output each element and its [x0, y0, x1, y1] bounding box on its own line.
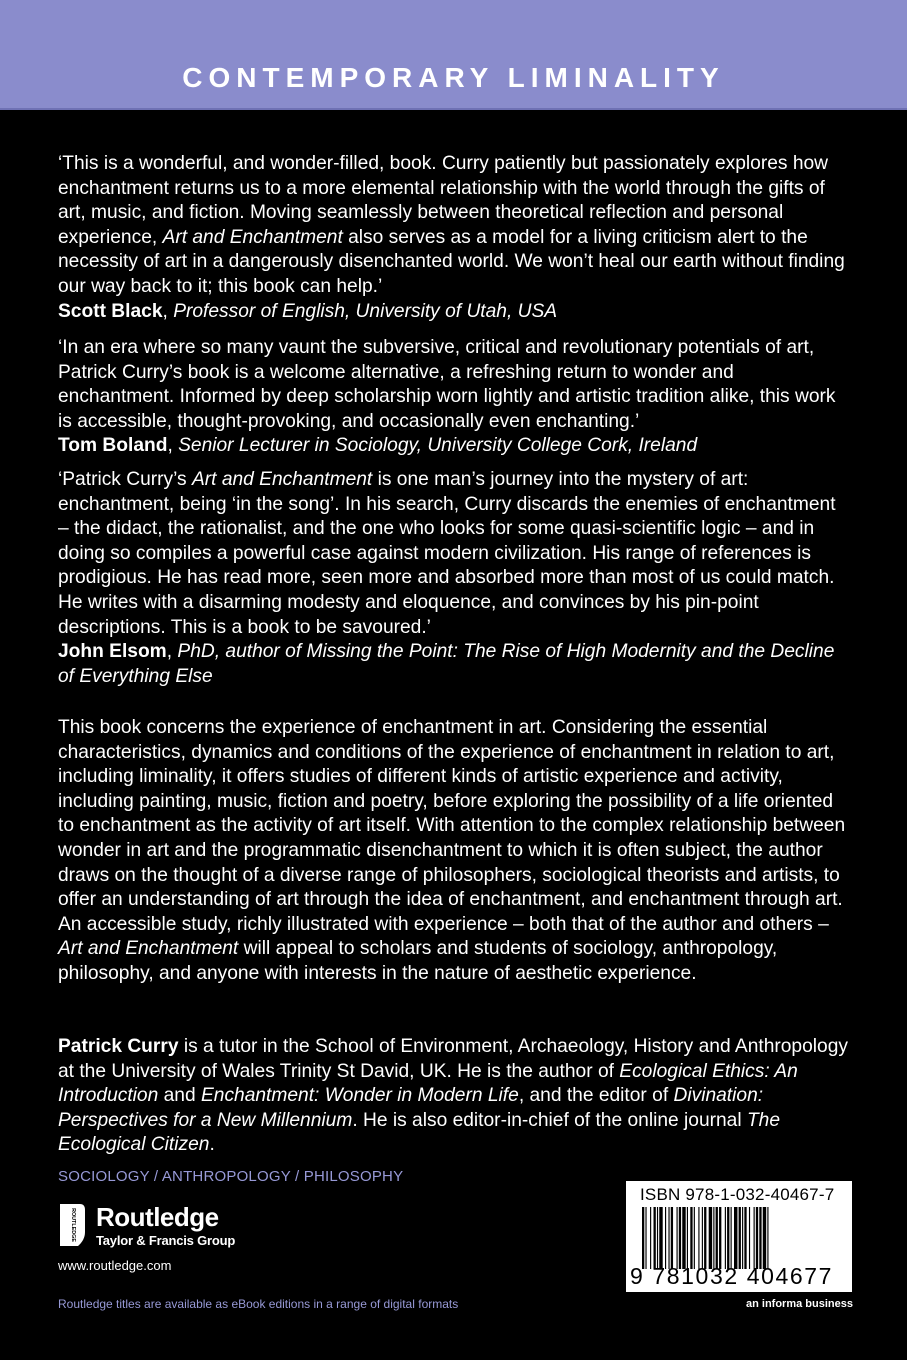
- text-run: and: [158, 1085, 201, 1107]
- text-run: , and the editor of: [518, 1085, 674, 1107]
- text-run: The Ecological Citizen: [58, 1109, 781, 1156]
- endorsement-2-author: Tom Boland: [58, 435, 168, 457]
- endorsement-2-affiliation: Senior Lecturer in Sociology, University College Cork, Ireland: [178, 435, 698, 457]
- text-run: Ecological Ethics: An Introduction: [58, 1060, 798, 1107]
- endorsement-2-attribution: Tom Boland, Senior Lecturer in Sociology, University College Cork, Ireland: [58, 435, 698, 457]
- barcode-bars: [640, 1207, 840, 1269]
- endorsement-1: [58, 152, 850, 324]
- text-run: Enchantment: Wonder in Modern Life: [200, 1085, 519, 1107]
- endorsement-1-affiliation: Professor of English, University of Utah, USA: [173, 300, 558, 322]
- publisher-website[interactable]: www.routledge.com: [58, 1258, 172, 1273]
- routledge-logo-icon: [58, 1202, 86, 1248]
- series-title: CONTEMPORARY LIMINALITY: [182, 62, 725, 93]
- endorsement-3-text: [58, 468, 850, 640]
- series-banner: [0, 0, 907, 110]
- logo-mark-text: ROUTLEDGE: [70, 1208, 76, 1242]
- endorsement-2: [58, 336, 850, 459]
- text-run: Art and Enchantment: [58, 938, 239, 960]
- endorsement-3-affiliation: PhD, author of Missing the Point: The Rise of High Modernity and the Decline of Everything Else: [58, 641, 835, 687]
- publisher-name: Routledge: [96, 1202, 219, 1232]
- text-run: Art and Enchantment: [191, 469, 373, 490]
- text-run: is a tutor in the School of Environment, Archaeology, History and Anthropology at the University of Wales Trinity St David, UK. He is the author of: [58, 1036, 848, 1082]
- text-run: will appeal to scholars and students of sociology, anthropology, philosophy, and anyone with interests in the nature of aesthetic experience.: [58, 938, 778, 984]
- routledge-logo: [58, 1202, 258, 1252]
- book-description-text: [58, 716, 850, 987]
- endorsement-1-attribution: Scott Black, Professor of English, University of Utah, USA: [58, 300, 558, 322]
- endorsement-1-author: Scott Black: [58, 300, 163, 322]
- text-run: ‘In an era where so many vaunt the subversive, critical and revolutionary potentials of art, Patrick Curry’s book is a welcome alternative, a refreshing return to wonder and enchantment. Informed by deep scholarship worn lightly and artistic tradition alike, this work is accessible, thought-provoking, and occasionally even enchanting.’: [58, 337, 836, 432]
- isbn-label: ISBN 978-1-032-40467-7: [640, 1185, 835, 1204]
- ebook-note: Routledge titles are available as eBook editions in a range of digital formats: [58, 1297, 459, 1311]
- barcode-digits: 9 781032 404677: [630, 1263, 834, 1289]
- author-bio: [58, 1035, 850, 1158]
- text-run: also serves as a model for a living criticism alert to the necessity of art in a dangerously disenchanted world. We won’t heal our earth without finding our way back to it; this book can help.’: [58, 226, 845, 297]
- publisher-group: Taylor & Francis Group: [96, 1233, 236, 1248]
- text-run: Patrick Curry: [58, 1036, 179, 1057]
- endorsement-1-text: [58, 152, 850, 300]
- text-run: Divination: Perspectives for a New Millennium: [58, 1085, 764, 1131]
- book-description: [58, 716, 850, 987]
- text-run: .: [209, 1134, 215, 1156]
- endorsement-2-text: [58, 336, 850, 434]
- author-bio-text: [58, 1035, 850, 1158]
- text-run: ‘Patrick Curry’s: [58, 469, 192, 490]
- text-run: Art and Enchantment: [162, 226, 343, 248]
- endorsement-3-author: John Elsom: [58, 641, 167, 663]
- isbn-barcode: [626, 1181, 852, 1292]
- informa-tagline: an informa business: [746, 1298, 853, 1310]
- text-run: This book concerns the experience of enchantment in art. Considering the essential characteristics, dynamics and conditions of the experience of enchantment in relation to art, including liminality, it offers studies of different kinds of artistic experience and activity, including painting, music, fiction and poetry, before exploring the possibility of a life oriented to enchantment as the activity of art itself. With attention to the complex relationship between wonder in art and the programmatic disenchantment to which it is often subject, the author draws on the thought of a diverse range of philosophers, sociological theorists and artists, to offer an understanding of art through the idea of enchantment, and enchantment through art. An accessible study, richly illustrated with experience – both that of the author and others –: [58, 717, 846, 935]
- endorsement-3-attribution: John Elsom, PhD, author of Missing the Point: The Rise of High Modernity and the Decline of Everything Else: [58, 641, 835, 687]
- endorsement-3: [58, 468, 850, 689]
- text-run: . He is also editor-in-chief of the online journal: [352, 1109, 747, 1131]
- subject-categories: SOCIOLOGY / ANTHROPOLOGY / PHILOSOPHY: [58, 1168, 404, 1185]
- text-run: ‘This is a wonderful, and wonder-filled, book. Curry patiently but passionately explores how enchantment returns us to a more elemental relationship with the world through the gifts of art, music, and fiction. Moving seamlessly between theoretical reflection and personal experience,: [58, 153, 829, 248]
- text-run: is one man’s journey into the mystery of art: enchantment, being ‘in the song’. In his search, Curry discards the enemies of enchantment – the didact, the rationalist, and the one who looks for some quasi-scientific logic – and in doing so compiles a powerful case against modern civilization. His range of references is prodigious. He has read more, seen more and absorbed more than most of us could match. He writes with a disarming modesty and eloquence, and convinces by his pin-point descriptions. This is a book to be savoured.’: [58, 469, 836, 638]
